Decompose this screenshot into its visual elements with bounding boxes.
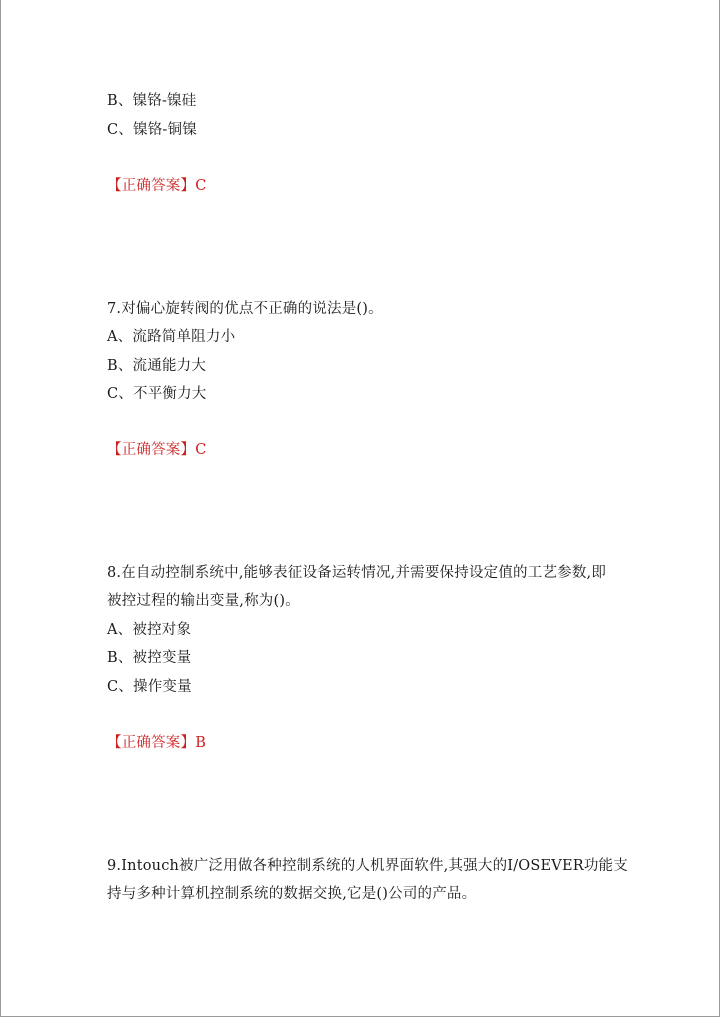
q8-option-b: B、被控变量 — [107, 650, 192, 666]
q6-answer: 【正确答案】C — [107, 178, 207, 194]
q6-option-b: B、镍铬-镍硅 — [107, 93, 197, 109]
q7-question: 7.对偏心旋转阀的优点不正确的说法是()。 — [107, 301, 383, 317]
q8-option-a: A、被控对象 — [107, 622, 192, 638]
q8-question-line2: 被控过程的输出变量,称为()。 — [107, 593, 300, 609]
q7-option-b: B、流通能力大 — [107, 358, 207, 374]
q8-answer: 【正确答案】B — [107, 735, 207, 751]
q8-option-c: C、操作变量 — [107, 679, 192, 695]
q7-option-a: A、流路简单阻力小 — [107, 329, 236, 345]
q6-option-c: C、镍铬-铜镍 — [107, 122, 197, 138]
q7-answer: 【正确答案】C — [107, 442, 207, 458]
q9-question-line2: 持与多种计算机控制系统的数据交换,它是()公司的产品。 — [107, 886, 477, 902]
q8-question-line1: 8.在自动控制系统中,能够表征设备运转情况,并需要保持设定值的工艺参数,即 — [107, 565, 607, 581]
q7-option-c: C、不平衡力大 — [107, 386, 207, 402]
q9-question-line1: 9.Intouch被广泛用做各种控制系统的人机界面软件,其强大的I/OSEVER功能支 — [107, 858, 628, 874]
